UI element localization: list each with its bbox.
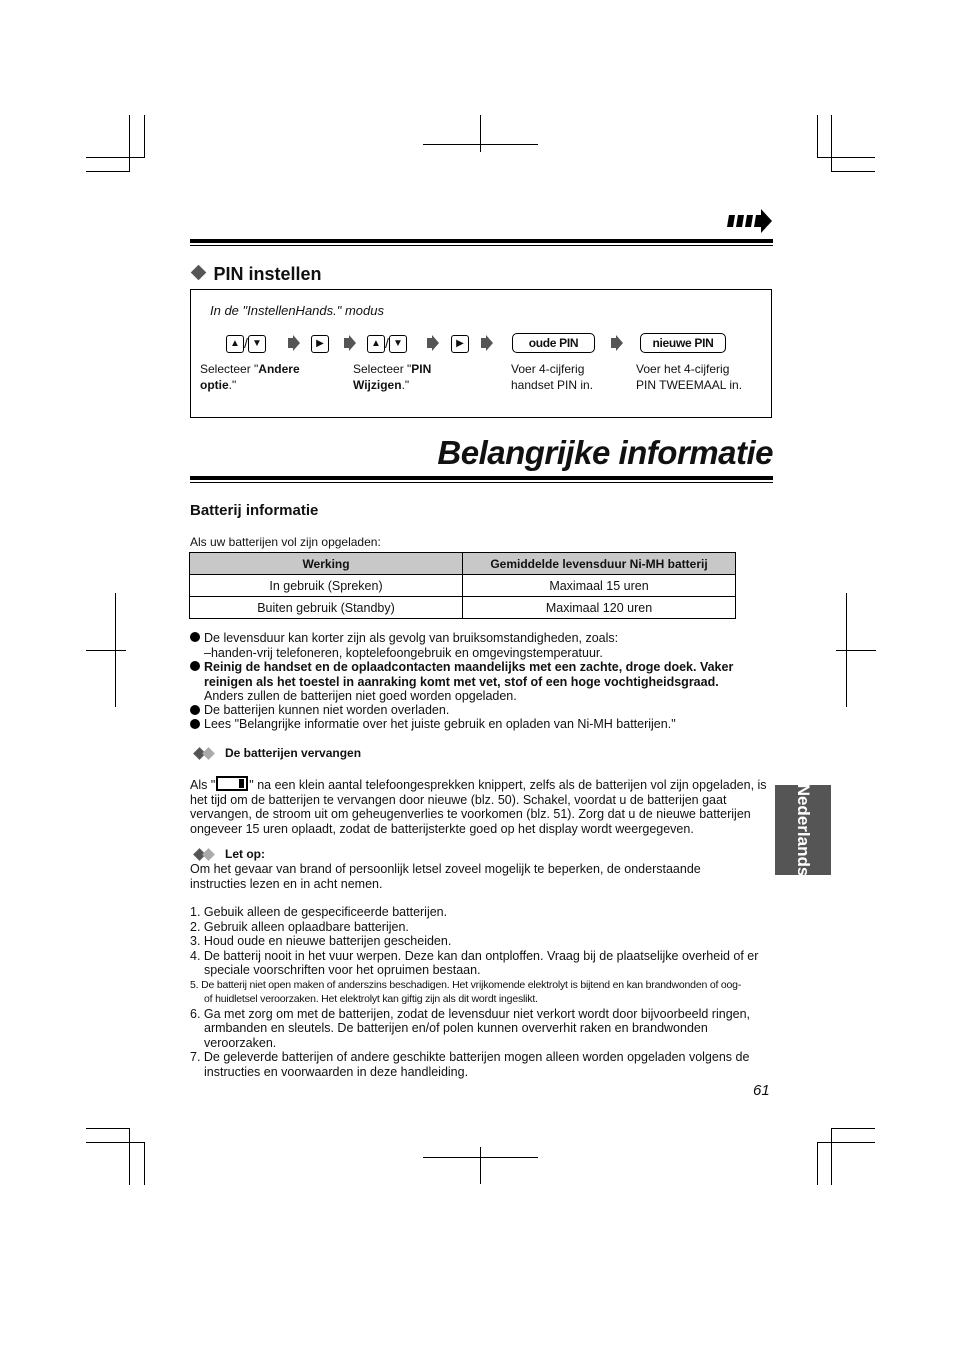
continue-arrow-icon <box>727 207 773 235</box>
title-rule-thin <box>190 482 773 483</box>
page-number: 61 <box>753 1082 770 1099</box>
up-key-icon: ▲ <box>226 335 244 353</box>
bullet-2: Reinig de handset en de oplaadcontacten maandelijks met een zachte, droge doek. Vaker reinigen als het toestel in aanraking komt met vet, stof of een hoge vochtigheidsgraad. Anders zullen de batterijen niet goed worden opgeladen. <box>204 660 734 703</box>
language-tab <box>775 785 831 875</box>
page-title: Belangrijke informatie <box>437 434 773 471</box>
step2-caption: Selecteer "PIN Wijzigen." <box>353 362 432 392</box>
table-cell: Maximaal 120 uren <box>463 597 736 619</box>
replace-paragraph: Als " " na een klein aantal telefoongesprekken knippert, zelfs als de batterijen vol zijn opgeladen, is het tijd om de batterijen te vervangen door nieuwe (blz. 50). Schakel, voordat u de batterijen gaat vervangen, de stroom uit om geheugenverlies te voorkomen (blz. 51). Zorg dat u de nieuwe batterijen ongeveer 15 uren oplaadt, zodat de batterijsterkte goed op het display wordt weergegeven. <box>190 778 767 836</box>
up-key-icon: ▲ <box>367 335 385 353</box>
title-rule <box>190 476 773 480</box>
table-cell: In gebruik (Spreken) <box>190 575 463 597</box>
battery-heading: Batterij informatie <box>190 502 319 519</box>
pin-section-heading <box>190 264 321 285</box>
step3-caption: Voer 4-cijferig handset PIN in. <box>511 362 594 392</box>
battery-table <box>189 552 736 619</box>
double-diamond-icon <box>194 849 218 861</box>
down-key-icon: ▼ <box>389 335 407 353</box>
double-diamond-icon <box>194 748 218 760</box>
step4-caption: Voer het 4-cijferig PIN TWEEMAAL in. <box>636 362 743 392</box>
arrow-icon <box>344 335 356 351</box>
bullet-icon <box>190 632 200 642</box>
old-pin-key: oude PIN <box>512 333 595 353</box>
step2-keys: ▲ / ▼ <box>367 335 407 353</box>
bullet-3: De batterijen kunnen niet worden overladen. <box>204 703 450 717</box>
down-key-icon: ▼ <box>248 335 266 353</box>
table-header: Werking <box>190 553 463 575</box>
pin-procedure-box <box>190 289 772 418</box>
table-cell: Buiten gebruik (Standby) <box>190 597 463 619</box>
language-tab-label: Nederlands <box>794 783 813 877</box>
list-item: 5. De batterij niet open maken of anderszins beschadigen. Het vrijkomende elektrolyt is bijtend en kan brandwonden of oog-of huidletsel veroorzaken. Het elektrolyt kan giftig zijn als dit wordt ingeslikt. <box>190 978 742 1005</box>
arrow-icon <box>481 335 493 351</box>
battery-empty-icon <box>216 776 248 791</box>
step1-keys: ▲ / ▼ <box>226 335 266 353</box>
mode-label: In de "InstellenHands." modus <box>210 303 384 318</box>
bullet-icon <box>190 719 200 729</box>
new-pin-key: nieuwe PIN <box>640 333 726 353</box>
list-item: 4. De batterij nooit in het vuur werpen. Deze kan dan ontploffen. Vraag bij de plaatselijke overheid of er speciale voorschriften voor het opruimen bestaan. <box>190 948 759 977</box>
replace-heading: De batterijen vervangen <box>225 746 362 760</box>
bullet-1: De levensduur kan korter zijn als gevolg van bruiksomstandigheden, zoals: –handen-vrij telefoneren, koptelefoongebruik en omgevingstemperatuur. <box>204 631 619 660</box>
list-item: 3. Houd oude en nieuwe batterijen gescheiden. <box>190 934 452 948</box>
arrow-icon <box>611 335 623 351</box>
table-row <box>190 597 736 619</box>
bullet-icon <box>190 705 200 715</box>
note-heading: Let op: <box>225 847 265 861</box>
instruction-list <box>190 905 775 1079</box>
bullet-icon <box>190 661 200 671</box>
right-key-icon: ▶ <box>311 335 329 353</box>
arrow-icon <box>288 335 300 351</box>
top-rule-thin <box>190 245 773 246</box>
arrow-icon <box>427 335 439 351</box>
right-key-icon: ▶ <box>451 335 469 353</box>
top-rule <box>190 239 773 243</box>
step1-caption: Selecteer "Andere optie." <box>200 362 300 392</box>
bullet-4: Lees "Belangrijke informatie over het juiste gebruik en opladen van Ni-MH batterijen." <box>204 717 676 731</box>
list-item: 7. De geleverde batterijen of andere geschikte batterijen mogen alleen worden opgeladen volgens de instructies en voorwaarden in deze handleiding. <box>190 1050 750 1079</box>
note-intro: Om het gevaar van brand of persoonlijk letsel zoveel mogelijk te beperken, de onderstaande instructies lezen en in acht nemen. <box>190 862 701 891</box>
list-item: 6. Ga met zorg om met de batterijen, zodat de levensduur niet verkort wordt door bijvoorbeeld ringen, armbanden en sleutels. De batterijen en/of polen kunnen oververhit raken en brandwonden veroorzaken. <box>190 1006 751 1050</box>
table-header-row <box>190 553 736 575</box>
list-item: 2. Gebruik alleen oplaadbare batterijen. <box>190 919 409 934</box>
table-cell: Maximaal 15 uren <box>463 575 736 597</box>
battery-intro: Als uw batterijen vol zijn opgeladen: <box>190 535 381 549</box>
table-row <box>190 575 736 597</box>
table-header: Gemiddelde levensduur Ni-MH batterij <box>463 553 736 575</box>
pin-section-title: PIN instellen <box>213 264 322 284</box>
diamond-icon <box>191 265 207 281</box>
list-item: 1. Gebuik alleen de gespecificeerde batterijen. <box>190 905 448 919</box>
